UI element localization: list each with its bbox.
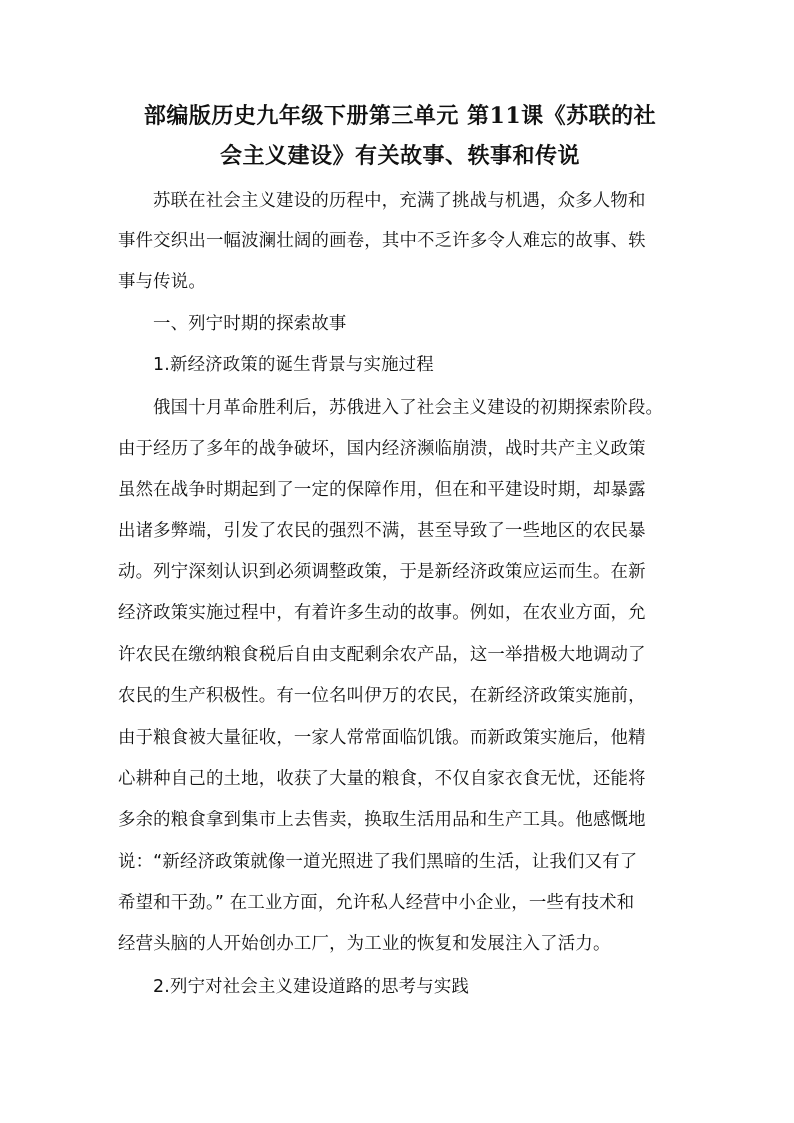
subsection-heading-2: 2.列宁对社会主义建设道路的思考与实践 (153, 977, 470, 997)
section-heading-1: 一、列宁时期的探索故事 (153, 314, 347, 334)
body-paragraph-line-2: 由于经历了多年的战争破坏，国内经济濒临崩溃，战时共产主义政策 (118, 439, 646, 459)
body-paragraph-line-6: 经济政策实施过程中，有着许多生动的故事。例如，在农业方面，允 (118, 603, 646, 623)
title-line-2: 会主义建设》有关故事、轶事和传说 (219, 143, 580, 169)
body-paragraph-line-11: 多余的粮食拿到集市上去售卖，换取生活用品和生产工具。他感慨地 (118, 810, 646, 830)
body-paragraph-line-14: 经营头脑的人开始创办工厂，为工业的恢复和发展注入了活力。 (118, 934, 611, 954)
body-paragraph-line-13: 希望和干劲。” 在工业方面，允许私人经营中小企业，一些有技术和 (118, 893, 635, 913)
body-paragraph-line-7: 许农民在缴纳粮食税后自由支配剩余农产品，这一举措极大地调动了 (118, 645, 646, 665)
document-title (100, 96, 700, 176)
intro-paragraph-line-2: 事件交织出一幅波澜壮阔的画卷，其中不乏许多令人难忘的故事、轶 (118, 231, 646, 251)
subsection-heading-1: 1.新经济政策的诞生背景与实施过程 (153, 355, 434, 375)
body-paragraph-line-5: 动。列宁深刻认识到必须调整政策，于是新经济政策应运而生。在新 (118, 562, 646, 582)
body-paragraph-line-3: 虽然在战争时期起到了一定的保障作用，但在和平建设时期，却暴露 (118, 480, 646, 500)
body-paragraph-line-1: 俄国十月革命胜利后，苏俄进入了社会主义建设的初期探索阶段。 (153, 398, 664, 418)
body-paragraph-line-12: 说：“新经济政策就像一道光照进了我们黑暗的生活，让我们又有了 (118, 852, 638, 872)
intro-paragraph-line-3: 事与传说。 (118, 272, 206, 292)
body-paragraph-line-9: 由于粮食被大量征收，一家人常常面临饥饿。而新政策实施后，他精 (118, 728, 646, 748)
title-line-1: 部编版历史九年级下册第三单元 第11课《苏联的社 (143, 103, 657, 129)
body-paragraph-line-4: 出诸多弊端，引发了农民的强烈不满，甚至导致了一些地区的农民暴 (118, 521, 646, 541)
body-paragraph-line-10: 心耕种自己的土地，收获了大量的粮食，不仅自家衣食无忧，还能将 (118, 769, 646, 789)
intro-paragraph-line-1: 苏联在社会主义建设的历程中，充满了挑战与机遇，众多人物和 (153, 191, 646, 211)
body-paragraph-line-8: 农民的生产积极性。有一位名叫伊万的农民，在新经济政策实施前， (118, 686, 646, 706)
